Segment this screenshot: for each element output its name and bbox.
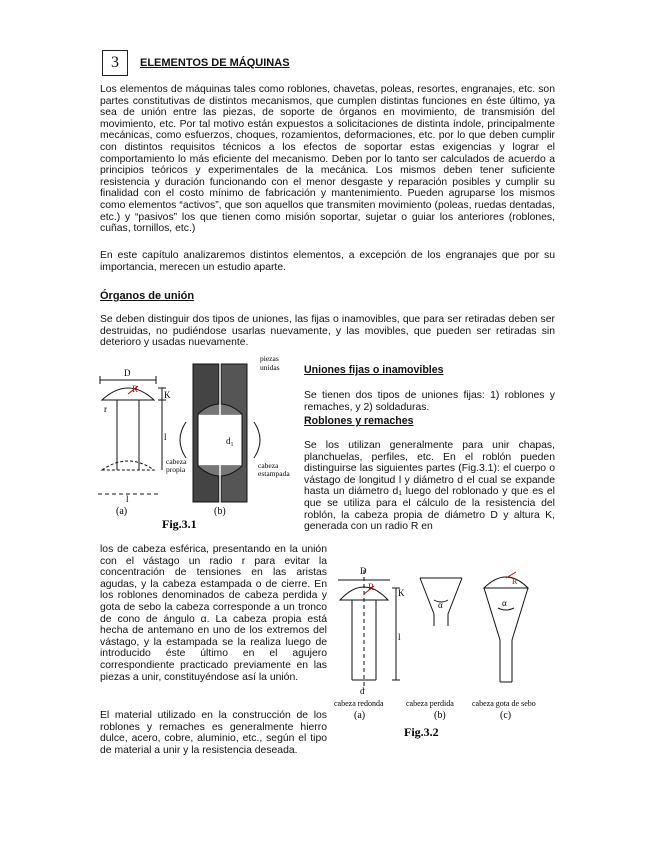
material-paragraph: El material utilizado en la construcción de los roblones y remaches es generalmente hierro dulce, acero, cobre, aluminio, etc., según el tipo de material a unir y la resistencia deseada. xyxy=(100,710,327,756)
fig32-label-a: (a) xyxy=(354,710,366,721)
dim-r: r xyxy=(104,404,107,414)
fig32-label-c: (c) xyxy=(500,710,512,721)
fig32-dim-D: D xyxy=(360,566,367,576)
cabeza-estampada-label-2: estampada xyxy=(258,469,290,478)
section-heading: Órganos de unión xyxy=(100,290,195,302)
intro-paragraph: Los elementos de máquinas tales como roblones, chavetas, poleas, resortes, engranajes, etc. son partes constitutivas de distintos mecanismos, que cumplen distintas funciones en éste último, ya sea de unión entre las piezas, de soporte de órganos en movimiento, de transmisión del movimiento, etc. Por tal motivo están expuestos a solicitaciones de distinta índole, principalmente mecánicas, como esfuerzos, choques, rozamientos, deformaciones, etc. por lo que deben cumplir con distintos requisitos técnicos a los efectos de soportar estas exigencias y lograr el comportamiento lo más eficiente del mecanismo. Deben por lo tanto ser calculados de acuerdo a principios teóricos y experimentales de la mecánica. Los mismos deben tener suficiente resistencia y duración funcionando con el menor desgaste y reparación posibles y cumplir su finalidad con el costo mínimo de fabricación y mantenimiento. Pueden agruparse los mismos como elementos “activos”, que son aquellos que transmiten movimiento (poleas, ruedas dentadas, etc.) y “pasivos” los que tienen como misión soportar, sujetar o guiar los anteriores (roblones, cuñas, tornillos, etc.) xyxy=(100,84,555,235)
unidas-label: unidas xyxy=(260,363,280,372)
rivet-diagram-b xyxy=(180,352,260,518)
caption-cabeza-gota-sebo: cabeza gota de sebo xyxy=(472,699,536,708)
rivet-drop-head xyxy=(484,572,528,682)
chapter-title: ELEMENTOS DE MÁQUINAS xyxy=(140,57,290,69)
cabeza-propia-label-1: cabeza xyxy=(166,457,187,466)
fig32-dim-d: d xyxy=(360,686,365,696)
fig31-caption: Fig.3.1 xyxy=(162,517,197,531)
fig32-alpha-c: α xyxy=(502,598,507,608)
organos-paragraph: Se deben distinguir dos tipos de uniones, las fijas o inamovibles, que para ser retiradas deben ser destruidas, no pudiéndose usarlas nuevamente, y las movibles, que pueden ser retiradas sin deterioro y usadas nuevamente. xyxy=(100,314,555,349)
fig32-label-b: (b) xyxy=(434,710,446,721)
fig32-dim-R-c: R xyxy=(512,577,518,586)
caption-cabeza-perdida: cabeza perdida xyxy=(406,699,454,708)
fig32-dim-K: K xyxy=(398,588,405,598)
cabeza-estampada-label-1: cabeza xyxy=(258,461,279,470)
label-a: (a) xyxy=(116,506,128,517)
dim-d1: d₁ xyxy=(226,436,234,446)
fig-3-2 xyxy=(334,560,556,740)
label-b: (b) xyxy=(214,506,226,517)
dim-D: D xyxy=(124,368,131,378)
dim-l-bottom: l xyxy=(126,494,129,504)
fig32-caption: Fig.3.2 xyxy=(404,725,439,739)
dim-l: l xyxy=(164,432,167,442)
cabeza-propia-label-2: propia xyxy=(166,465,186,474)
fig32-dim-l: l xyxy=(398,632,401,642)
roblones-heading: Roblones y remaches xyxy=(304,415,414,427)
roblones-paragraph: Se los utilizan generalmente para unir chapas, planchuelas, perfiles, etc. En el roblón pueden distinguirse las siguientes partes (Fig.3.1): el cuerpo o vástago de longitud l y diámetro d el cual se expande hasta un diámetro d₁ luego del roblonado y que es el que se utiliza para el cálculo de la resistencia del roblón, la cabeza propia de diámetro D y altura K, generada con un radio R en xyxy=(304,440,555,533)
dim-K: K xyxy=(164,390,171,400)
fig32-alpha-b: α xyxy=(438,600,443,610)
intro-paragraph-2: En este capítulo analizaremos distintos elementos, a excepción de los engranajes que por su importancia, merecen un estudio aparte. xyxy=(100,250,555,273)
uniones-heading: Uniones fijas o inamovibles xyxy=(304,364,444,376)
roblones-paragraph-cont: los de cabeza esférica, presentando en la unión con el vástago un radio r para evitar la concentración de tensiones en las aristas agudas, y la cabeza estampada o de cierre. En los roblones denominados de cabeza perdida y gota de sebo la cabeza corresponde a un tronco de cono de ángulo α. La cabeza propia está hecha de antemano en uno de los extremos del vástago, y la estampada se la realiza luego de introducido éste último en el agujero correspondiente practicado previamente en las piezas a unir, constituyéndose así la unión. xyxy=(100,544,327,683)
uniones-paragraph: Se tienen dos tipos de uniones fijas: 1) roblones y remaches, y 2) soldaduras. xyxy=(304,390,555,413)
caption-cabeza-redonda: cabeza redonda xyxy=(334,699,384,708)
dim-R: R xyxy=(132,384,139,394)
fig32-dim-R: R xyxy=(368,582,375,592)
fig-3-1 xyxy=(98,352,298,532)
piezas-label: piezas xyxy=(260,354,279,363)
chapter-number: 3 xyxy=(102,50,128,76)
